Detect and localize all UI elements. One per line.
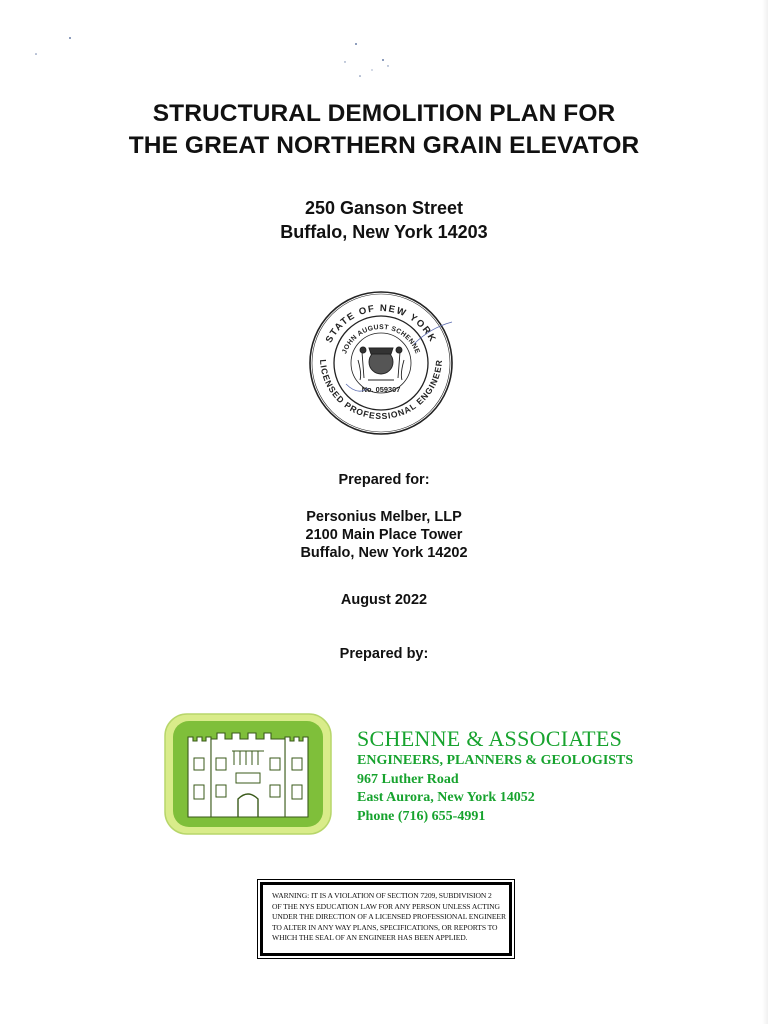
warning-line-4: TO ALTER IN ANY WAY PLANS, SPECIFICATIONS, OR REPORTS TO xyxy=(272,922,498,932)
prepared-for-block xyxy=(0,508,768,562)
coat-of-arms-icon xyxy=(358,347,404,380)
document-title xyxy=(0,98,768,162)
client-city: Buffalo, New York 14202 xyxy=(300,545,468,561)
seal-license-number: No. 059307 xyxy=(361,385,401,394)
title-line-1: STRUCTURAL DEMOLITION PLAN FOR xyxy=(152,100,616,127)
client-street: 2100 Main Place Tower xyxy=(305,527,463,543)
client-company: Personius Melber, LLP xyxy=(306,509,462,525)
engineer-seal xyxy=(306,288,456,438)
firm-tagline: ENGINEERS, PLANNERS & GEOLOGISTS xyxy=(357,753,634,768)
firm-name: SCHENNE & ASSOCIATES xyxy=(357,726,623,751)
firm-info xyxy=(357,726,633,826)
warning-line-3: UNDER THE DIRECTION OF A LICENSED PROFESSIONAL ENGINEER xyxy=(272,912,506,921)
prepared-by-label: Prepared by: xyxy=(339,646,429,662)
seal-state-text: STATE OF NEW YORK xyxy=(323,302,439,345)
warning-line-1: WARNING: IT IS A VIOLATION OF SECTION 7209, SUBDIVISION 2 xyxy=(272,891,492,900)
firm-street: 967 Luther Road xyxy=(357,771,459,787)
warning-line-2: OF THE NYS EDUCATION LAW FOR ANY PERSON UNLESS ACTING xyxy=(272,901,500,911)
seal-license-text: LICENSED PROFESSIONAL ENGINEER xyxy=(317,358,445,422)
site-city: Buffalo, New York 14203 xyxy=(280,222,488,242)
site-street: 250 Ganson Street xyxy=(304,198,464,218)
seal-warning-box xyxy=(260,882,512,956)
report-date: August 2022 xyxy=(340,592,428,608)
castle-logo-icon xyxy=(164,713,332,835)
title-line-2: THE GREAT NORTHERN GRAIN ELEVATOR xyxy=(128,132,640,159)
prepared-for-label: Prepared for: xyxy=(338,472,430,488)
site-address xyxy=(0,196,768,244)
scan-specks xyxy=(0,0,768,90)
firm-phone: Phone (716) 655-4991 xyxy=(357,808,486,824)
warning-line-5: WHICH THE SEAL OF AN ENGINEER HAS BEEN APPLIED. xyxy=(272,933,468,942)
seal-engineer-name: JOHN AUGUST SCHENNE xyxy=(341,323,421,355)
firm-city: East Aurora, New York 14052 xyxy=(357,790,535,805)
